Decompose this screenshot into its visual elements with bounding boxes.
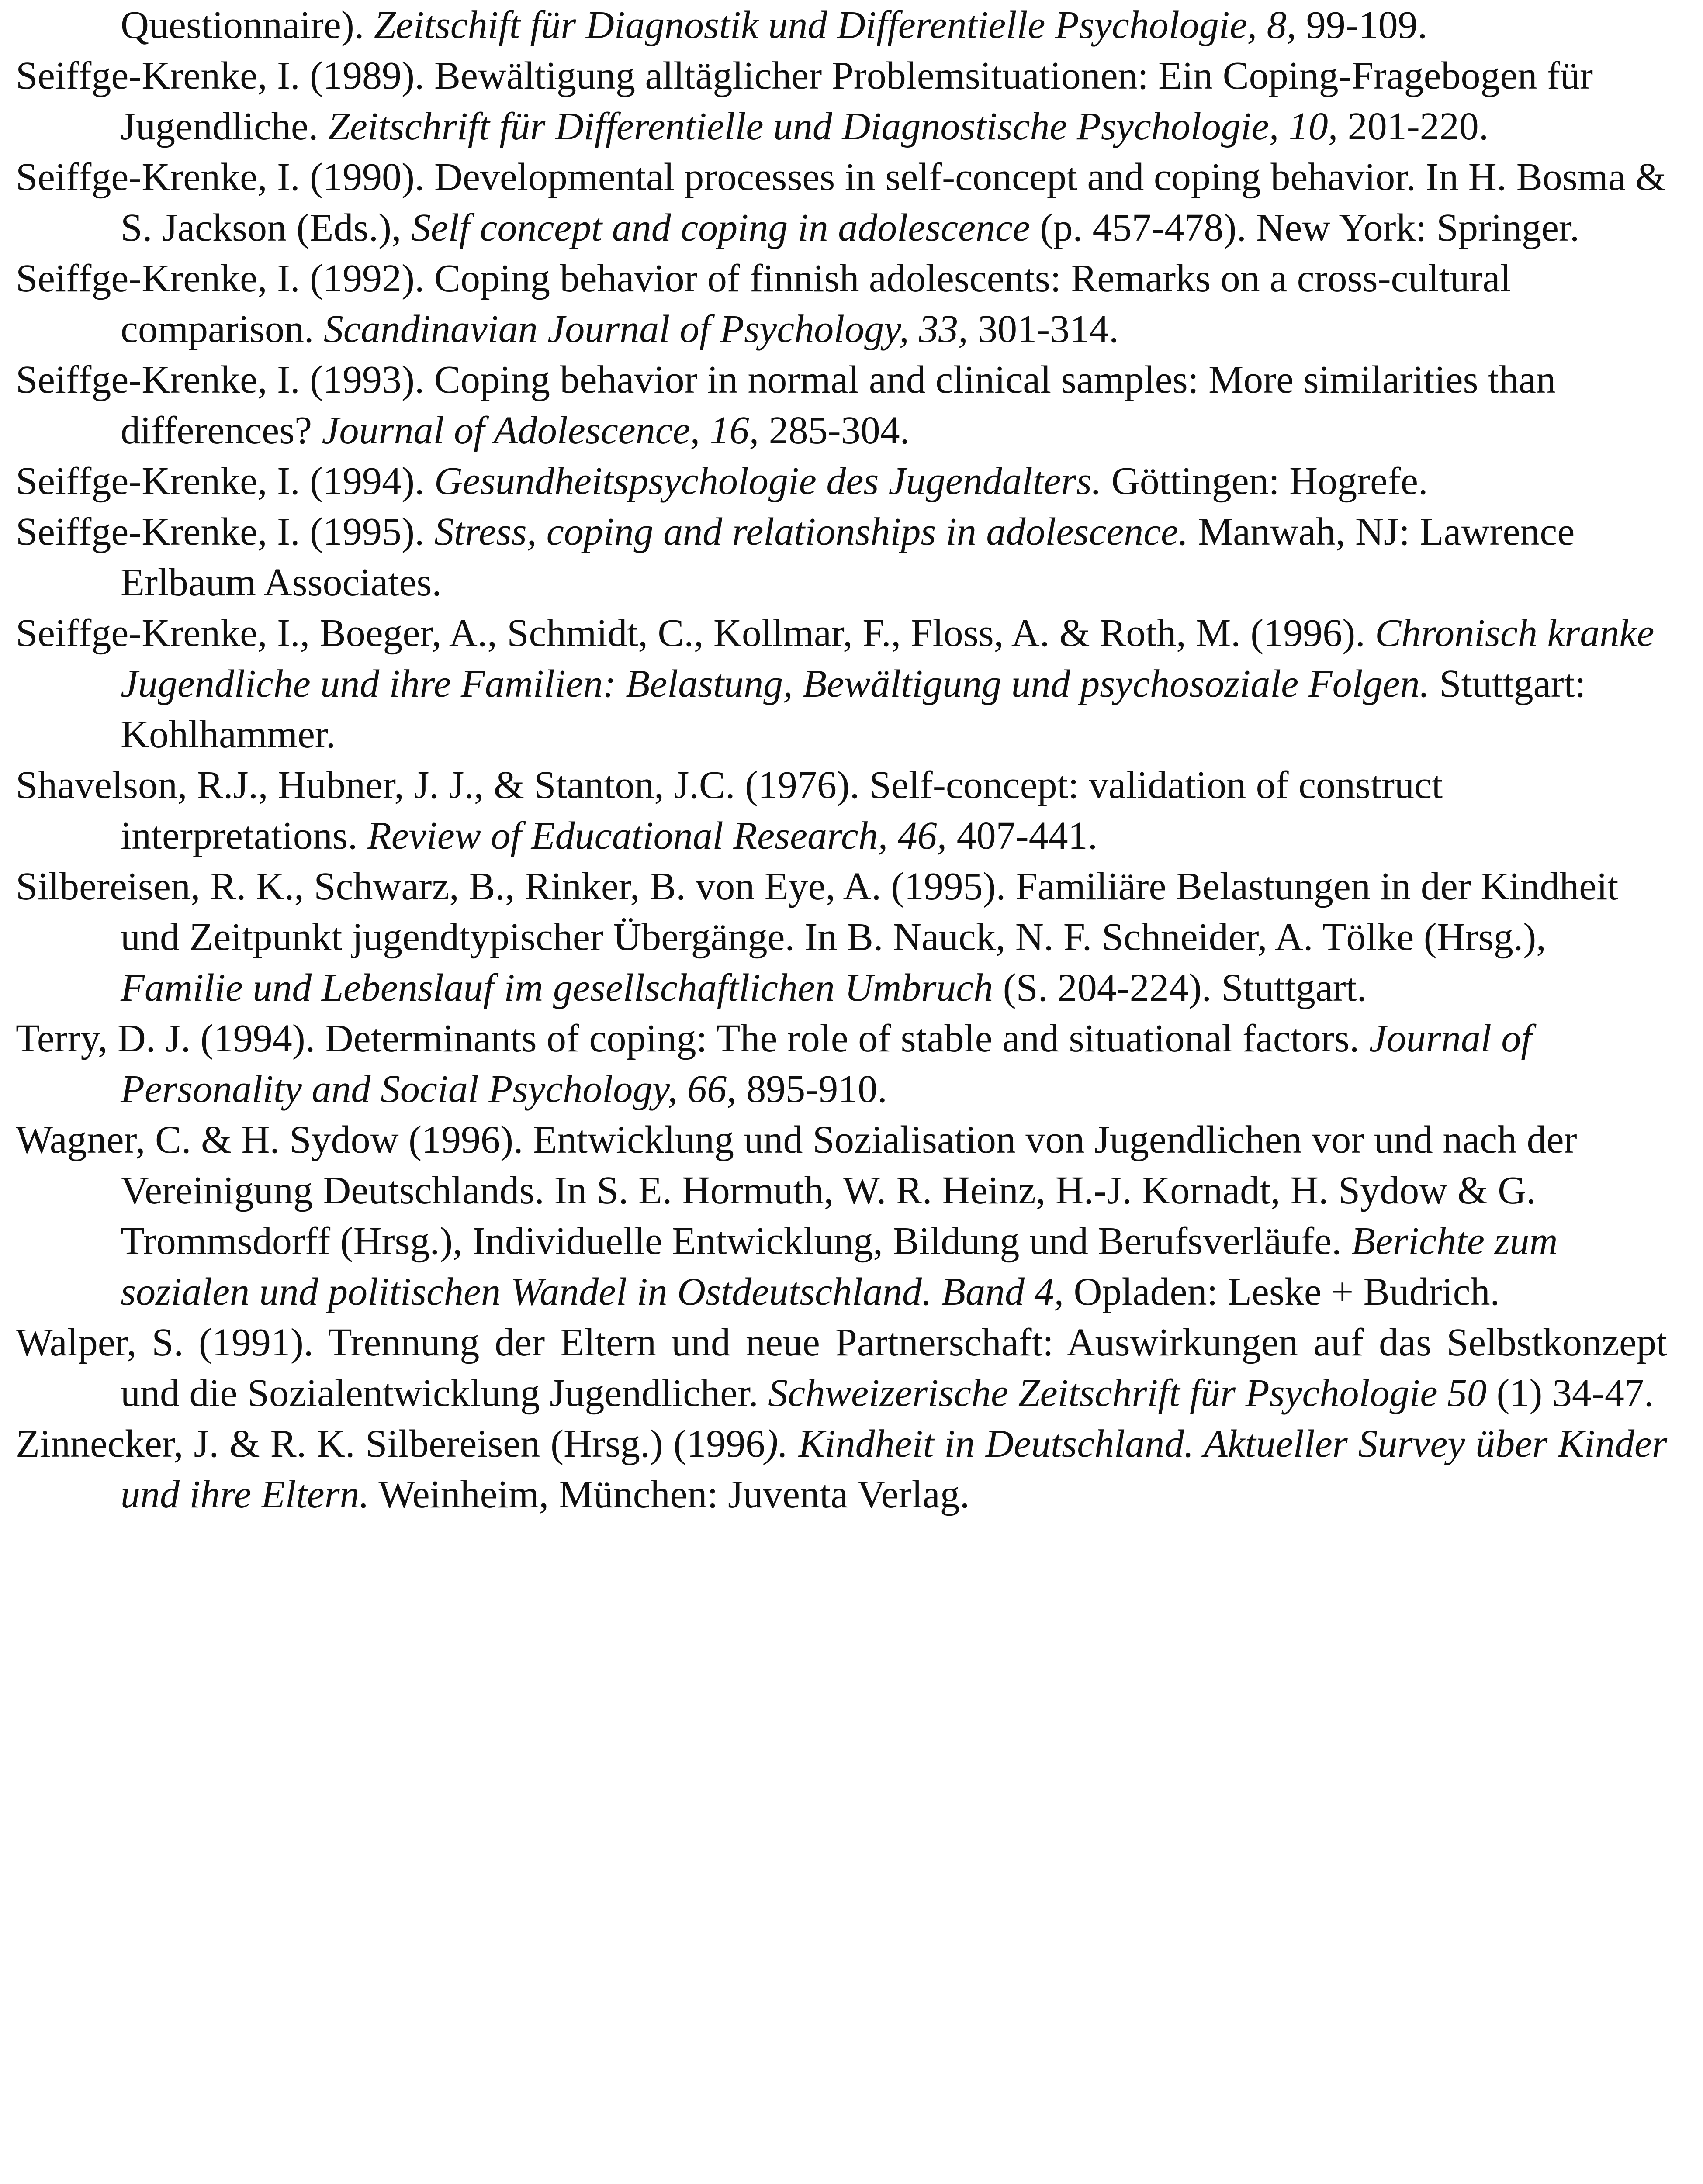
reference-entry (16, 456, 1667, 507)
reference-entry (16, 355, 1667, 456)
reference-text: Seiffge-Krenke, I. (1989). Bewältigung alltäglicher Problemsituationen: Ein Coping-Fragebogen für Jugendliche. (16, 54, 1593, 148)
reference-text: Zinnecker, J. & R. K. Silbereisen (Hrsg.) (1996 (16, 1422, 765, 1465)
reference-italic-text: Zeitschift für Diagnostik und Differentielle Psychologie, 8, (374, 3, 1297, 47)
reference-text: Weinheim, München: Juventa Verlag. (369, 1473, 970, 1516)
reference-italic-text: Berichte zum sozialen und politischen Wandel in Ostdeutschland. Band 4, (121, 1220, 1558, 1313)
reference-entry (16, 152, 1667, 253)
reference-italic-text: Chronisch kranke Jugendliche und ihre Familien: Belastung, Bewältigung und psychosoziale Folgen. (121, 612, 1655, 705)
reference-text: (1) 34-47. (1486, 1372, 1654, 1415)
reference-italic-text: Journal of Adolescence, 16, (322, 409, 759, 452)
reference-text: (S. 204-224). Stuttgart. (993, 966, 1367, 1009)
reference-entry (16, 861, 1667, 1013)
reference-text: Terry, D. J. (1994). Determinants of coping: The role of stable and situational factors. (16, 1017, 1369, 1060)
reference-text: 301-314. (968, 308, 1119, 351)
reference-italic-text: Stress, coping and relationships in adolescence. (434, 510, 1188, 553)
reference-text: (p. 457-478). New York: Springer. (1030, 206, 1580, 249)
reference-italic-text: Schweizerische Zeitschrift für Psychologie 50 (768, 1372, 1487, 1415)
reference-text: Seiffge-Krenke, I. (1995). (16, 510, 435, 553)
reference-italic-text: ). Kindheit in Deutschland. Aktueller Survey über Kinder und ihre Eltern. (121, 1422, 1667, 1516)
reference-entry (16, 1317, 1667, 1419)
reference-text: Seiffge-Krenke, I. (1990). Developmental processes in self-concept and coping behavior. In H. Bosma & S. Jackson (Eds.), (16, 156, 1666, 249)
reference-text: Silbereisen, R. K., Schwarz, B., Rinker, B. von Eye, A. (1995). Familiäre Belastungen in der Kindheit und Zeitpunkt jugendtypischer Übergänge. In B. Nauck, N. F. Schneider, A. Tölke (Hrsg.), (16, 865, 1619, 959)
reference-entry (16, 608, 1667, 760)
reference-text: 407-441. (947, 814, 1098, 857)
reference-text: Stuttgart: Kohlhammer. (121, 662, 1586, 756)
reference-text: Seiffge-Krenke, I. (1993). Coping behavior in normal and clinical samples: More similarities than differences? (16, 358, 1556, 452)
reference-italic-text: Self concept and coping in adolescence (411, 206, 1030, 249)
reference-text: Seiffge-Krenke, I., Boeger, A., Schmidt, C., Kollmar, F., Floss, A. & Roth, M. (1996). (16, 612, 1375, 655)
reference-text: Wagner, C. & H. Sydow (1996). Entwicklung und Sozialisation von Jugendlichen vor und nach der Vereinigung Deutschlands. In S. E. Hormuth, W. R. Heinz, H.-J. Kornadt, H. Sydow & G. Trommsdorff (Hrsg.), Individuelle Entwicklung, Bildung und Berufsverläufe. (16, 1118, 1577, 1263)
reference-entry (16, 1115, 1667, 1317)
reference-entry (16, 51, 1667, 152)
reference-text: Opladen: Leske + Budrich. (1064, 1270, 1500, 1313)
reference-italic-text: Zeitschrift für Differentielle und Diagnostische Psychologie, 10, (328, 105, 1338, 148)
reference-italic-text: Scandinavian Journal of Psychology, 33, (323, 308, 968, 351)
reference-italic-text: Review of Educational Research, 46, (367, 814, 947, 857)
reference-entry (16, 253, 1667, 355)
reference-entry (16, 507, 1667, 608)
reference-text: Manwah, NJ: Lawrence Erlbaum Associates. (121, 510, 1575, 604)
reference-text: Walper, S. (1991). Trennung der Eltern und neue Partnerschaft: Auswirkungen auf das Selbstkonzept und die Sozialentwicklung Jugendlicher. (16, 1321, 1667, 1415)
reference-italic-text: Gesundheitspsychologie des Jugendalters. (434, 460, 1102, 503)
reference-entry (16, 0, 1667, 51)
reference-entry (16, 1013, 1667, 1115)
reference-text: Seiffge-Krenke, I. (1994). (16, 460, 435, 503)
reference-italic-text: Journal of Personality and Social Psychology, 66, (121, 1017, 1532, 1111)
reference-text: 201-220. (1338, 105, 1489, 148)
reference-text: Questionnaire). (121, 3, 374, 47)
reference-text: Shavelson, R.J., Hubner, J. J., & Stanton, J.C. (1976). Self-concept: validation of construct interpretations. (16, 764, 1443, 857)
reference-text: 895-910. (736, 1068, 887, 1111)
reference-text: Göttingen: Hogrefe. (1101, 460, 1428, 503)
reference-entry (16, 760, 1667, 861)
reference-text: 285-304. (759, 409, 910, 452)
reference-italic-text: Familie und Lebenslauf im gesellschaftlichen Umbruch (121, 966, 993, 1009)
reference-text: Seiffge-Krenke, I. (1992). Coping behavior of finnish adolescents: Remarks on a cross-cultural comparison. (16, 257, 1511, 351)
reference-list (16, 0, 1667, 1520)
reference-entry (16, 1419, 1667, 1520)
reference-text: 99-109. (1296, 3, 1428, 47)
